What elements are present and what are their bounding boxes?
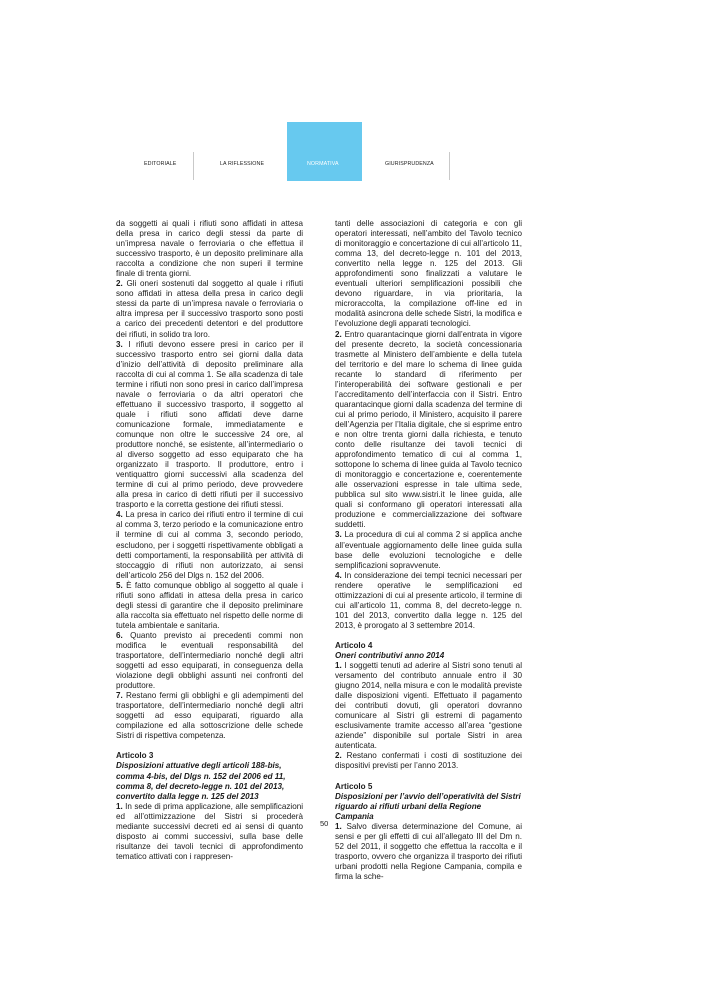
nav-divider [449, 152, 450, 180]
left-text-column [116, 219, 303, 862]
paragraph [335, 822, 522, 882]
paragraph-text: In considerazione dei tempi tecnici necessari per rendere operative le semplificazioni ed ottimizzazioni di cui al presente articolo, il termine di cui all’articolo 11, comma 8, del decreto-legge n. 101 del 2013, convertito dalla legge n. 125 del 2013, è prorogato al 3 settembre 2014. [335, 570, 522, 630]
paragraph [335, 330, 522, 531]
paragraph [335, 219, 522, 330]
article-subtitle: Disposizioni attuative degli articoli 188-bis, comma 4-bis, del Dlgs n. 152 del 2006 ed 11, comma 8, del decreto-legge n. 101 del 2013, convertito dalla legge n. 125 del 2013 [116, 761, 286, 801]
paragraph-number: 1. [335, 821, 342, 831]
paragraph-number: 7. [116, 691, 123, 701]
article-subtitle: Oneri contributivi anno 2014 [335, 650, 445, 660]
nav-tab-editoriale[interactable]: EDITORIALE [144, 161, 177, 167]
paragraph-number: 2. [335, 329, 342, 339]
right-text-column [335, 219, 522, 882]
paragraph [116, 802, 303, 862]
paragraph [116, 279, 303, 339]
article-heading: Articolo 4 [335, 640, 373, 650]
paragraph-text: tanti delle associazioni di categoria e con gli operatori interessati, nell’ambito del Tavolo tecnico di monitoraggio e concertazione di cui all’articolo 11, comma 13, del decreto-legge n. 101 del 2013, convertito nella legge n. 125 del 2013. Gli approfondimenti sono finalizzati a valutare le eventuali ulteriori semplificazioni possibili che devono riguardare, in via prioritaria, la microraccolta, la compilazione off-line ed in modalità asincrona delle schede Sistri, la modifica e l’evoluzione degli apparati tecnologici. [335, 219, 523, 329]
paragraph-text: La presa in carico dei rifiuti entro il termine di cui al comma 3, terzo periodo e la comunicazione entro il termine di cui al comma 3, secondo periodo, escludono, per i soggetti rispettivamente obbligati a detti comportamenti, la responsabilità per attività di stoccaggio di rifiuti non autorizzato, ai sensi dell’articolo 256 del Dlgs n. 152 del 2006. [116, 510, 303, 580]
nav-tab-giurisprudenza[interactable]: GIURISPRUDENZA [385, 161, 434, 167]
paragraph-number: 3. [335, 530, 342, 540]
paragraph-number: 2. [116, 279, 123, 289]
paragraph-text: Gli oneri sostenuti dal soggetto al quale i rifiuti sono affidati in attesa della presa in carico degli stessi da parte di un’impresa navale o ferroviaria o altra impresa per il successivo trasporto sono posti a carico dei precedenti detentori e del produttore dei rifiuti, in solido tra loro. [116, 279, 303, 339]
paragraph [335, 661, 522, 751]
paragraph [116, 510, 303, 580]
article-heading: Articolo 3 [116, 751, 154, 761]
paragraph-number: 6. [116, 630, 123, 640]
paragraph [116, 581, 303, 631]
nav-divider [193, 152, 194, 180]
paragraph-number: 4. [335, 570, 342, 580]
paragraph [116, 219, 303, 279]
paragraph-text: È fatto comunque obbligo al soggetto al quale i rifiuti sono affidati in attesa della presa in carico degli stessi di garantire che il deposito preliminare alla raccolta sia effettuato nel rispetto delle norme di tutela ambientale e sanitaria. [116, 580, 303, 630]
paragraph-number: 5. [116, 580, 123, 590]
paragraph [335, 571, 522, 631]
paragraph [335, 530, 522, 570]
paragraph-number: 1. [335, 661, 342, 671]
paragraph-text: Restano fermi gli obblighi e gli adempimenti del trasportatore, dell’intermediario nonché degli altri soggetti ad esso equiparati, riguardo alla compilazione ed alla sottoscrizione delle schede Sistri di rispettiva competenza. [116, 691, 303, 741]
paragraph [116, 691, 303, 741]
paragraph-text: La procedura di cui al comma 2 si applica anche all’eventuale aggiornamento delle linee guida sulla base delle evoluzioni tecnologiche e delle semplificazioni sopravvenute. [335, 530, 522, 570]
paragraph-number: 3. [116, 339, 123, 349]
article-subtitle: Disposizioni per l’avvio dell’operatività del Sistri riguardo ai rifiuti urbani della Regione Campania [335, 791, 521, 821]
paragraph-text: In sede di prima applicazione, alle semplificazioni ed all’ottimizzazione del Sistri si procederà mediante successivi decreti ed ai sensi di quanto disposto ai commi successivi, sulla base delle risultanze dei tavoli tecnici di approfondimento tematico attivati con i rappresen- [116, 801, 303, 861]
nav-tab-normativa[interactable]: NORMATIVA [307, 161, 339, 167]
article-heading: Articolo 5 [335, 781, 373, 791]
paragraph-number: 4. [116, 510, 123, 520]
active-tab-highlight [287, 122, 362, 181]
paragraph-text: Salvo diversa determinazione del Comune, ai sensi e per gli effetti di cui all’allegato III del Dm n. 52 del 2011, il soggetto che effettua la raccolta e il trasporto, ovvero che organizza il trasporto dei rifiuti urbani prodotti nella Regione Campania, compila e firma la sche- [335, 821, 522, 881]
paragraph [116, 631, 303, 691]
nav-tab-la-riflessione[interactable]: LA RIFLESSIONE [220, 161, 265, 167]
paragraph [116, 340, 303, 511]
paragraph-number: 2. [335, 751, 342, 761]
paragraph-number: 1. [116, 801, 123, 811]
page-number: 50 [320, 819, 329, 828]
paragraph-text: I soggetti tenuti ad aderire al Sistri sono tenuti al versamento del contributo annuale entro il 30 giugno 2014, nella misura e con le modalità previste dalle disposizioni vigenti. Effettuato il pagamento dei contributi dovuti, gli operatori dovranno comunicare al Sistri gli estremi di pagamento esclusivamente tramite accesso all’area “gestione aziende” disponibile sul portale Sistri in area autenticata. [335, 661, 522, 751]
paragraph-text: Quanto previsto ai precedenti commi non modifica le eventuali responsabilità del trasportatore, dell’intermediario nonché degli altri soggetti ad esso equiparati, in conseguenza della violazione degli obblighi assunti nei confronti del produttore. [116, 630, 303, 691]
paragraph [335, 751, 522, 771]
paragraph-text: da soggetti ai quali i rifiuti sono affidati in attesa della presa in carico degli stessi da parte di un’impresa navale o ferroviaria o che effettua il successivo trasporto, è un deposito preliminare alla raccolta a condizione che non superi il termine finale di trenta giorni. [116, 219, 303, 279]
paragraph-text: Restano confermati i costi di sostituzione dei dispositivi previsti per l’anno 2013. [335, 751, 522, 771]
paragraph-text: Entro quarantacinque giorni dall’entrata in vigore del presente decreto, la società concessionaria trasmette al Ministero dell’ambiente e della tutela del territorio e del mare lo schema di linee guida recante lo standard di riferimento per l’interoperabilità dei software gestionali e per l’accreditamento dell’interfaccia con il Sistri. Entro quarantacinque giorni dalla scadenza del termine di cui al primo periodo, il Ministero, acquisito il parere dell’Agenzia per l’Italia digitale, che si esprime entro e non oltre trenta giorni dalla richiesta, e tenuto conto delle risultanze dei tavoli tecnici di approfondimento tematico di cui al comma 1, sottopone lo schema di linee guida al Tavolo tecnico di monitoraggio e concertazione e, coerentemente alle osservazioni espresse in tale ultima sede, pubblica sul sito www.sistri.it le linee guida, alle quali si conformano gli operatori interessati alla produzione e commercializzazione dei software suddetti. [335, 329, 522, 530]
paragraph-text: I rifiuti devono essere presi in carico per il successivo trasporto entro sei giorni dalla data d’inizio dell’attività di deposito preliminare alla raccolta di cui al comma 1. Se alla scadenza di tale termine i rifiuti non sono presi in carico dall’impresa navale o ferroviaria o da altri operatori che effettuano il successivo trasporto, il soggetto al quale i rifiuti sono affidati deve darne comunicazione formale, immediatamente e comunque non oltre le successive 24 ore, al produttore nonché, se esistente, all’intermediario o al diverso soggetto ad esso equiparato che ha organizzato il trasporto. Il produttore, entro i ventiquattro giorni successivi alla scadenza del termine di cui al primo periodo, deve provvedere alla presa in carico di detti rifiuti per il successivo trasporto e la corretta gestione dei rifiuti stessi. [116, 339, 303, 510]
